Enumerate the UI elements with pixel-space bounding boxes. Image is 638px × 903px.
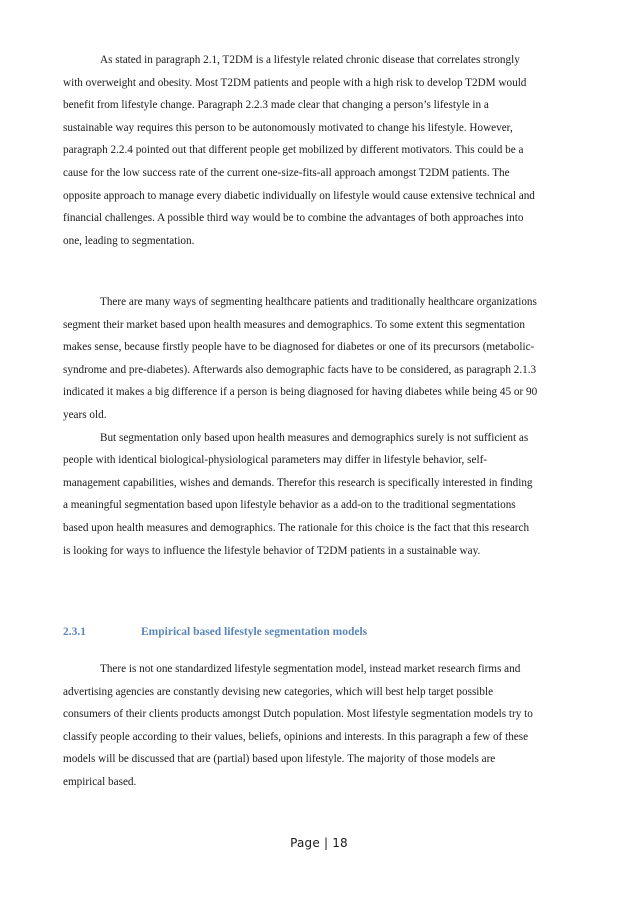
page-separator: | xyxy=(323,836,329,850)
page-number: 18 xyxy=(332,836,348,850)
section-heading xyxy=(63,626,538,638)
paragraph-section: There is not one standardized lifestyle segmentation model, instead market research firms and advertising agencies are constantly devising new categories, which will best help target possible consumers of their clients products amongst Dutch population. Most lifestyle segmentation models try to classify people according to their values, beliefs, opinions and interests. In this paragraph a few of these models will be discussed that are (partial) based upon lifestyle. The majority of those models are empirical based. xyxy=(63,663,533,788)
page-label: Page xyxy=(290,836,320,850)
section-title: Empirical based lifestyle segmentation models xyxy=(141,626,368,638)
paragraph-segmentation-1: There are many ways of segmenting healthcare patients and traditionally healthcare organizations segment their market based upon health measures and demographics. To some extent this segmentation makes sense, because firstly people have to be diagnosed for diabetes or one of its precursors (metabolic-syndrome and pre-diabetes). Afterwards also demographic facts have to be considered, as paragraph 2.1.3 indicated it makes a big difference if a person is being diagnosed for having diabetes while being 45 or 90 years old. xyxy=(63,296,538,421)
paragraph-segmentation-2: But segmentation only based upon health measures and demographics surely is not sufficient as people with identical biological-physiological parameters may differ in lifestyle behavior, self-management capabilities, wishes and demands. Therefor this research is specifically interested in finding a meaningful segmentation based upon lifestyle behavior as a add-on to the traditional segmentations based upon health measures and demographics. The rationale for this choice is the fact that this research is looking for ways to influence the lifestyle behavior of T2DM patients in a sustainable way. xyxy=(63,431,533,557)
page-footer xyxy=(0,836,638,850)
section-number: 2.3.1 xyxy=(63,626,86,638)
segmentation-text-block xyxy=(63,291,538,562)
intro-text-block xyxy=(63,49,538,252)
paragraph-intro: As stated in paragraph 2.1, T2DM is a lifestyle related chronic disease that correlates strongly with overweight and obesity. Most T2DM patients and people with a high risk to develop T2DM would benefit from lifestyle change. Paragraph 2.2.3 made clear that changing a person’s lifestyle in a sustainable way requires this person to be autonomously motivated to change his lifestyle. However, paragraph 2.2.4 pointed out that different people get mobilized by different motivators. This could be a cause for the low success rate of the current one-size-fits-all approach amongst T2DM patients. The opposite approach to manage every diabetic individually on lifestyle would cause extensive technical and financial challenges. A possible third way would be to combine the advantages of both approaches into one, leading to segmentation. xyxy=(63,54,535,247)
section-text-block xyxy=(63,658,538,794)
